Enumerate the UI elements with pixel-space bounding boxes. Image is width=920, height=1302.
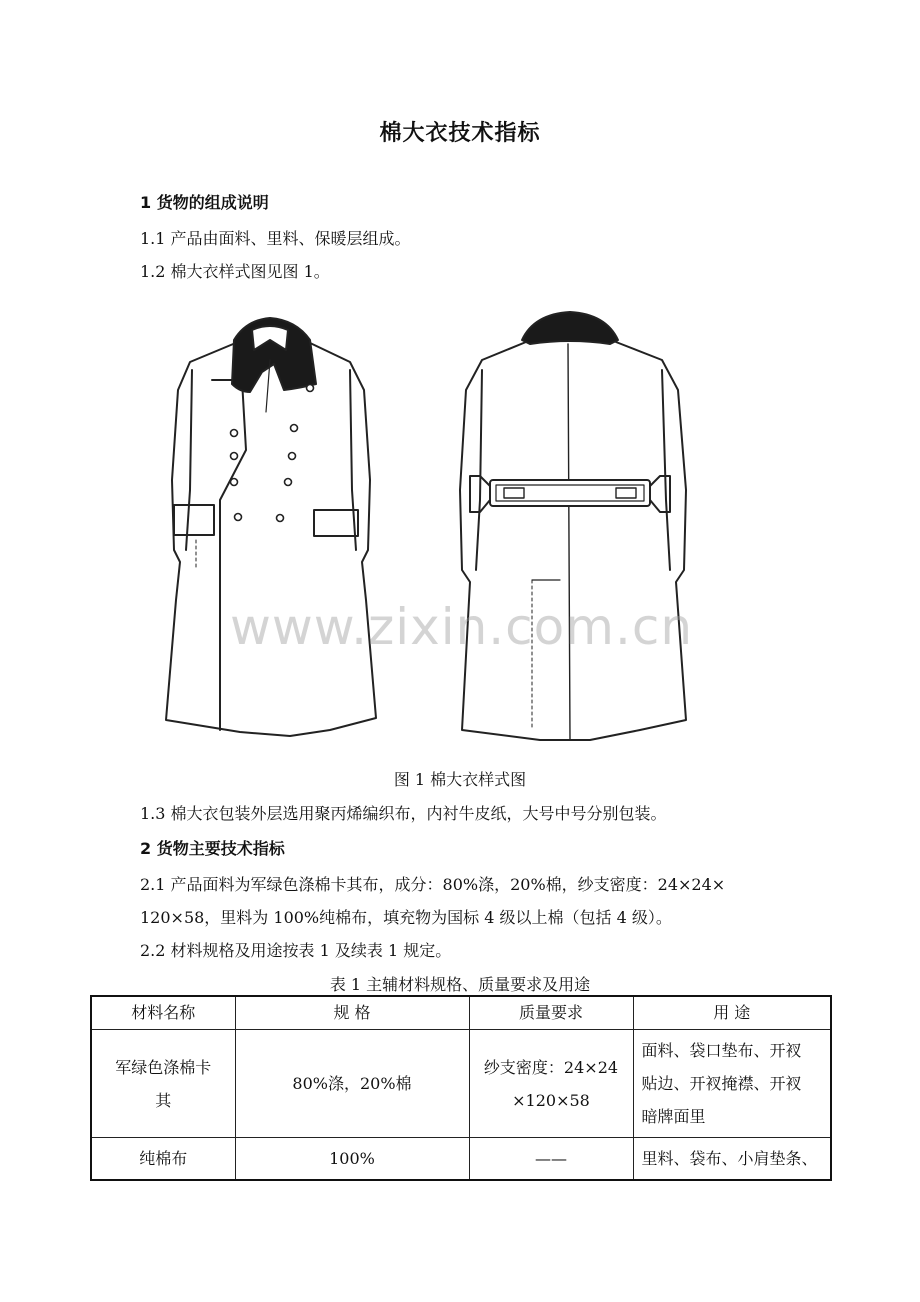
cell-material-name: 纯棉布 [91, 1138, 235, 1181]
header-material-name: 材料名称 [91, 996, 235, 1030]
paragraph-2-1-line-2: 120×58，里料为 100%纯棉布，填充物为国标 4 级以上棉（包括 4 级）。 [140, 908, 672, 927]
materials-table [90, 995, 832, 1181]
coat-back-drawing [460, 312, 686, 740]
paragraph-1-2: 1.2 棉大衣样式图见图 1。 [140, 262, 330, 281]
header-use: 用 途 [633, 996, 831, 1030]
section-2-heading: 2 货物主要技术指标 [140, 839, 285, 858]
paragraph-1-3: 1.3 棉大衣包装外层选用聚丙烯编织布，内衬牛皮纸，大号中号分别包装。 [140, 804, 667, 823]
coat-front-drawing [166, 318, 376, 736]
cell-use: 里料、袋布、小肩垫条、 [633, 1138, 831, 1181]
cell-use: 面料、袋口垫布、开衩 贴边、开衩掩襟、开衩 暗牌面里 [633, 1030, 831, 1138]
table-row [91, 1030, 831, 1138]
paragraph-2-1-line-1: 2.1 产品面料为军绿色涤棉卡其布，成分：80%涤，20%棉，纱支密度：24×24× [140, 875, 726, 894]
table-row [91, 1138, 831, 1181]
header-quality: 质量要求 [469, 996, 633, 1030]
cell-quality: —— [469, 1138, 633, 1181]
paragraph-2-2: 2.2 材料规格及用途按表 1 及续表 1 规定。 [140, 941, 452, 960]
cell-spec: 80%涤，20%棉 [235, 1030, 469, 1138]
page-title: 棉大衣技术指标 [379, 121, 541, 146]
table-header-row [91, 996, 831, 1030]
paragraph-1-1: 1.1 产品由面料、里料、保暖层组成。 [140, 229, 411, 248]
figure-caption: 图 1 棉大衣样式图 [393, 770, 527, 789]
coat-figure [150, 300, 710, 750]
header-spec: 规 格 [235, 996, 469, 1030]
section-1-heading: 1 货物的组成说明 [140, 193, 269, 212]
cell-material-name: 军绿色涤棉卡 其 [91, 1030, 235, 1138]
table-caption: 表 1 主辅材料规格、质量要求及用途 [329, 975, 591, 994]
watermark: www.zixin.com.cn [230, 598, 694, 656]
cell-quality: 纱支密度：24×24 ×120×58 [469, 1030, 633, 1138]
cell-spec: 100% [235, 1138, 469, 1181]
